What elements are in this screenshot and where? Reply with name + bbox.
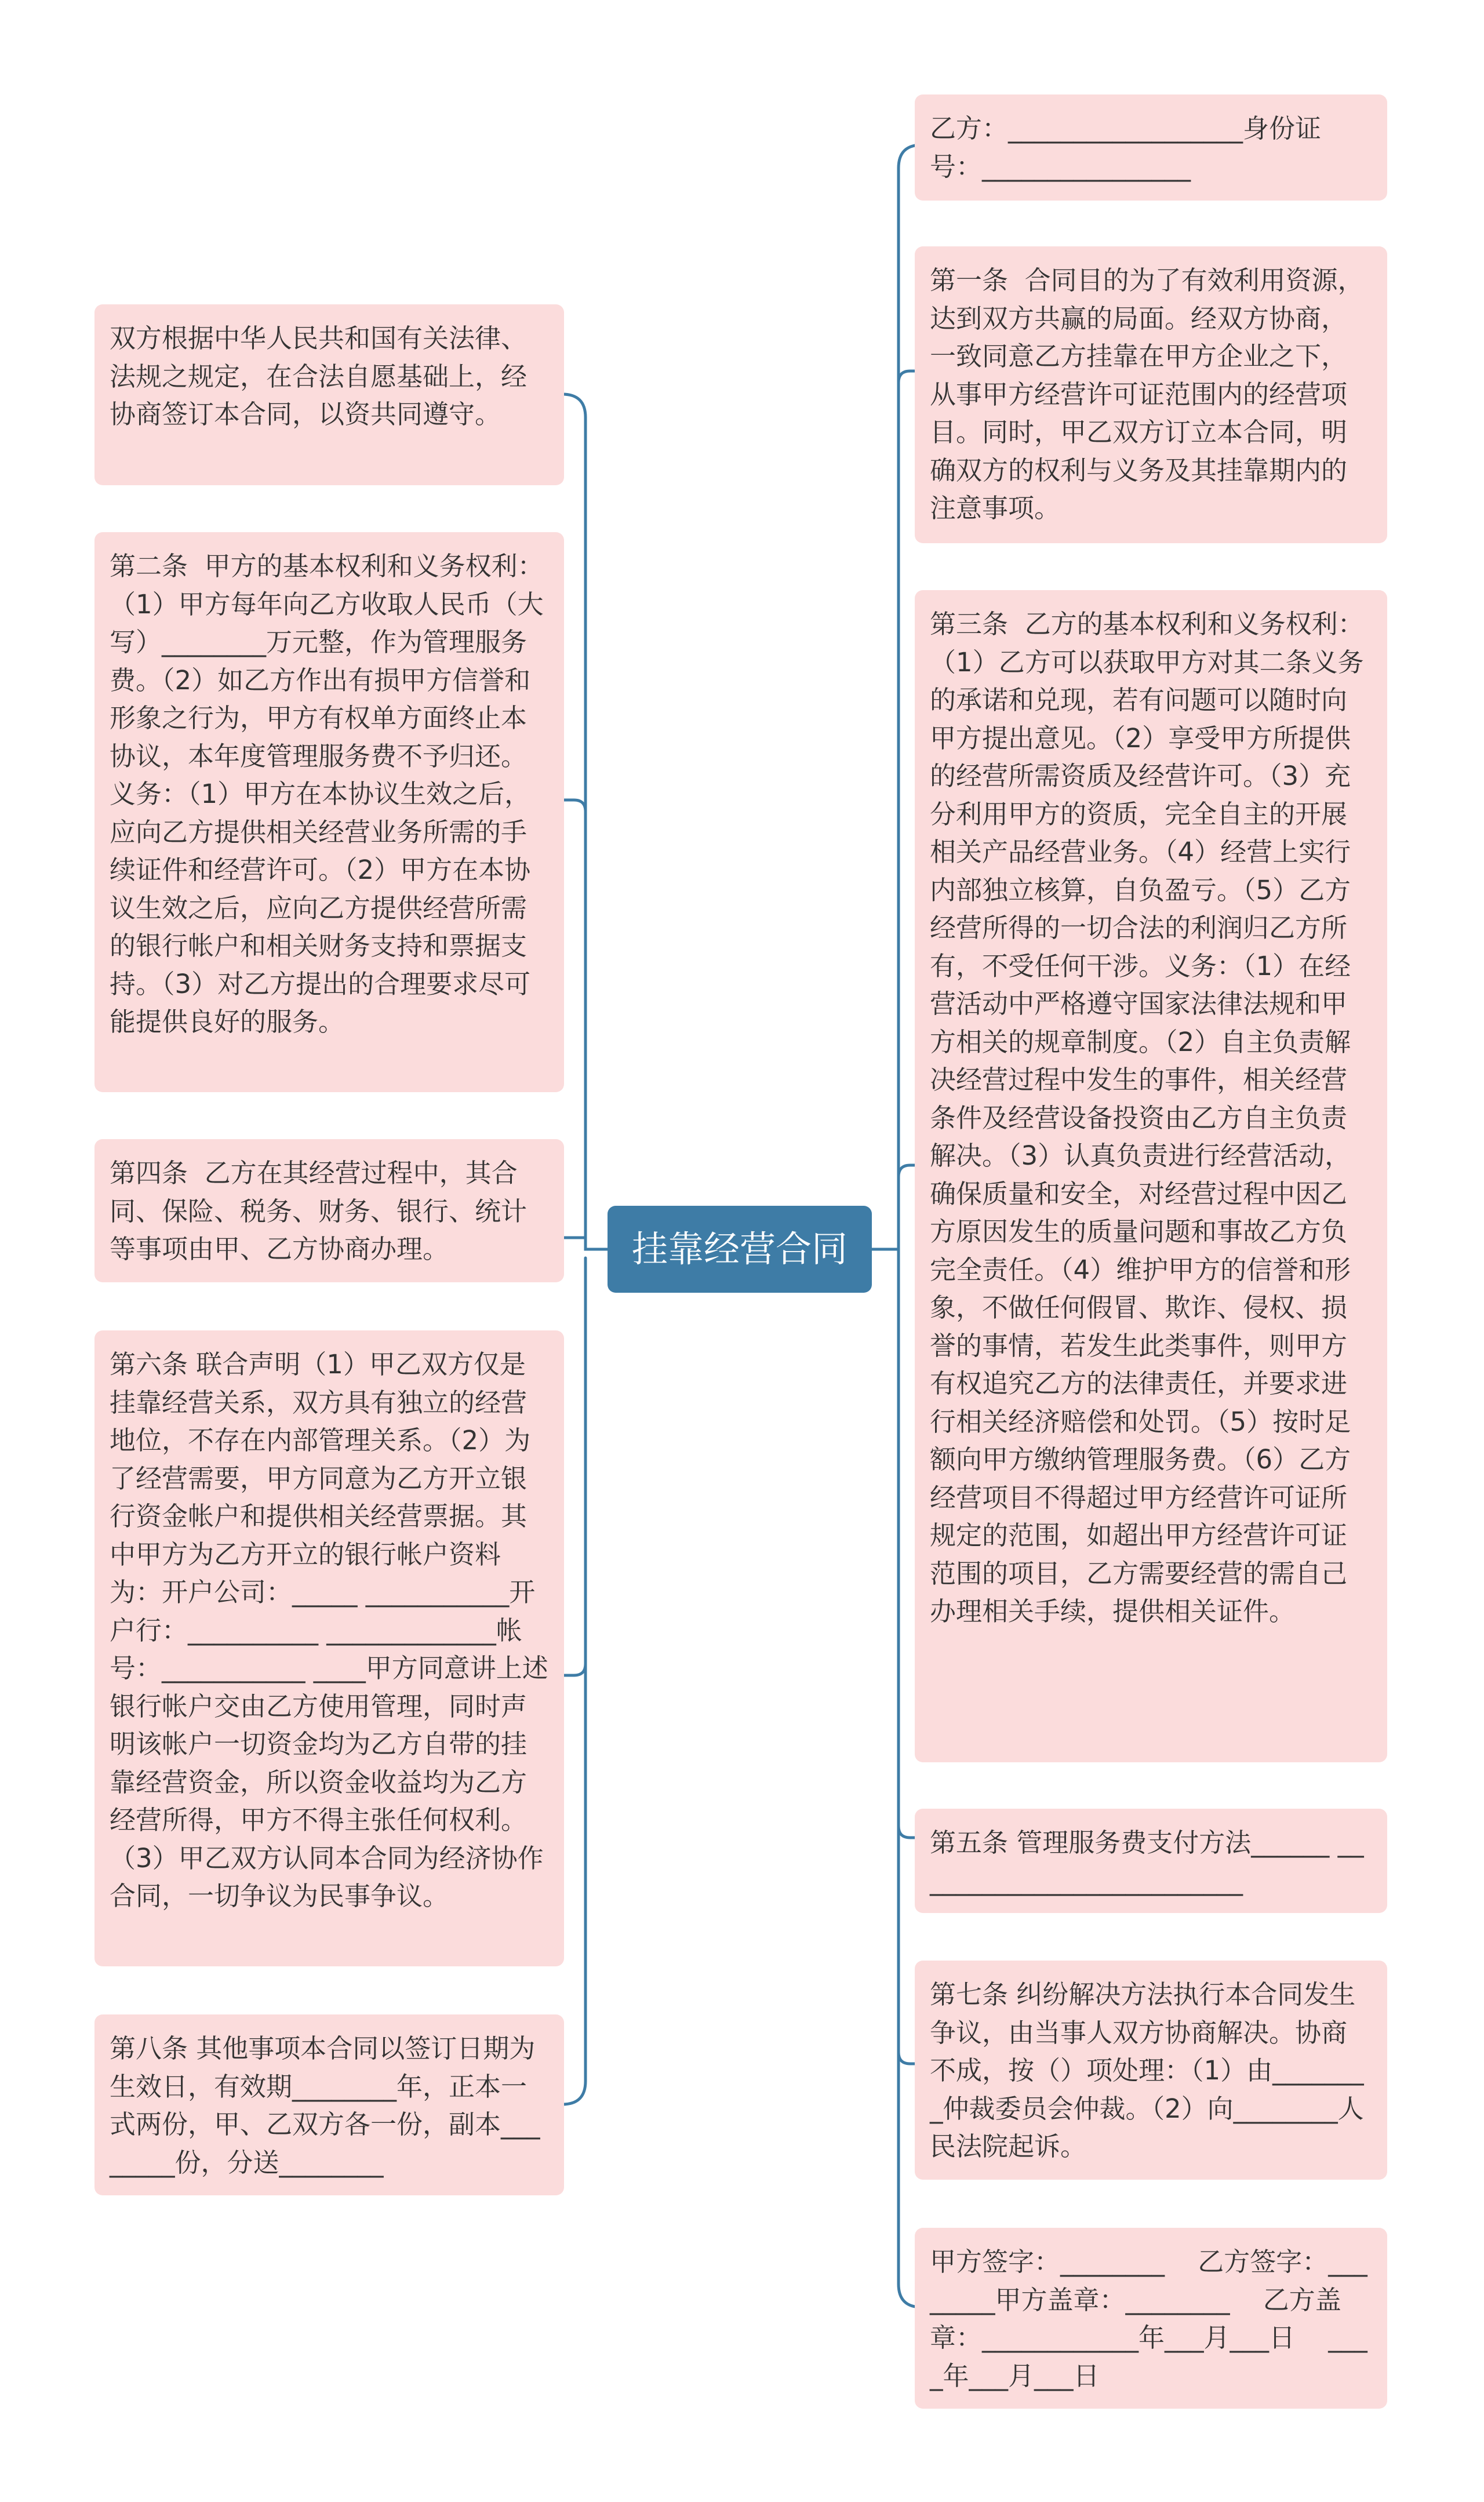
- connector-left-l2: [562, 800, 585, 812]
- node-article-2[interactable]: 第二条 甲方的基本权利和义务权利：（1）甲方每年向乙方收取人民币（大写）________万元整，作为管理服务费。（2）如乙方作出有损甲方信誉和形象之行为，甲方有权单方面终止本协议，本年度管理服务费不予归还。义务：（1）甲方在本协议生效之后，应向乙方提供相关经营业务所需的手续证件和经营许可。（2）甲方在本协议生效之后，应向乙方提供经营所需的银行帐户和相关财务支持和票据支持。（3）对乙方提出的合理要求尽可能提供良好的服务。: [94, 532, 564, 1092]
- node-article-4[interactable]: 第四条 乙方在其经营过程中，其合同、保险、税务、财务、银行、统计等事项由甲、乙方协商办理。: [94, 1139, 564, 1282]
- node-article-3[interactable]: 第三条 乙方的基本权利和义务权利：（1）乙方可以获取甲方对其二条义务的承诺和兑现，若有问题可以随时向甲方提出意见。（2）享受甲方所提供的经营所需资质及经营许可。（3）充分利用甲方的资质，完全自主的开展相关产品经营业务。（4）经营上实行内部独立核算，自负盈亏。（5）乙方经营所得的一切合法的利润归乙方所有，不受任何干涉。义务：（1）在经营活动中严格遵守国家法律法规和甲方相关的规章制度。（2）自主负责解决经营过程中发生的事件，相关经营条件及经营设备投资由乙方自主负责解决。（3）认真负责进行经营活动，确保质量和安全，对经营过程中因乙方原因发生的质量问题和事故乙方负完全责任。（4）维护甲方的信誉和形象，不做任何假冒、欺诈、侵权、损誉的事情，若发生此类事件，则甲方有权追究乙方的法律责任，并要求进行相关经济赔偿和处罚。（5）按时足额向甲方缴纳管理服务费。（6）乙方经营项目不得超过甲方经营许可证所规定的范围，如超出甲方经营许可证范围的项目，乙方需要经营的需自己办理相关手续，提供相关证件。: [915, 590, 1387, 1762]
- connector-left-l1: [562, 394, 608, 1249]
- node-article-8[interactable]: 第八条 其他事项本合同以签订日期为生效日，有效期________年，正本一式两份，甲、乙双方各一份，副本________份，分送________: [94, 2014, 564, 2195]
- center-topic[interactable]: 挂靠经营合同: [608, 1206, 872, 1293]
- node-article-6[interactable]: 第六条 联合声明（1）甲乙双方仅是挂靠经营关系，双方具有独立的经营地位，不存在内部管理关系。（2）为了经营需要，甲方同意为乙方开立银行资金帐户和提供相关经营票据。其中甲方为乙方开立的银行帐户资料为：开户公司：_____ ___________开户行：__________ _____________帐号：___________ ____甲方同意讲上述银行帐户交由乙方使用管理，同时声明该帐户一切资金均为乙方自带的挂靠经营资金，所以资金收益均为乙方经营所得，甲方不得主张任何权利。（3）甲乙双方认同本合同为经济协作合同，一切争议为民事争议。: [94, 1330, 564, 1966]
- node-article-5[interactable]: 第五条 管理服务费支付方法______ __________________________: [915, 1809, 1387, 1913]
- node-article-7[interactable]: 第七条 纠纷解决方法执行本合同发生争议，由当事人双方协商解决。协商不成，按（）项处理：（1）由________仲裁委员会仲裁。（2）向________人民法院起诉。: [915, 1961, 1387, 2180]
- connector-left-l4: [562, 1258, 585, 1675]
- node-article-1[interactable]: 第一条 合同目的为了有效利用资源，达到双方共赢的局面。经双方协商，一致同意乙方挂靠在甲方企业之下，从事甲方经营许可证范围内的经营项目。同时，甲乙双方订立本合同，明确双方的权利与义务及其挂靠期内的注意事项。: [915, 246, 1387, 543]
- node-preamble[interactable]: 双方根据中华人民共和国有关法律、法规之规定，在合法自愿基础上，经协商签订本合同，以资共同遵守。: [94, 304, 564, 485]
- connector-left-l5: [562, 1664, 585, 2104]
- node-signatures[interactable]: 甲方签字：________ 乙方签字：________甲方盖章：________ 乙方盖章：____________年___月___日 ____年___月___日: [915, 2228, 1387, 2409]
- node-party-b[interactable]: 乙方：__________________身份证号：________________: [915, 94, 1387, 201]
